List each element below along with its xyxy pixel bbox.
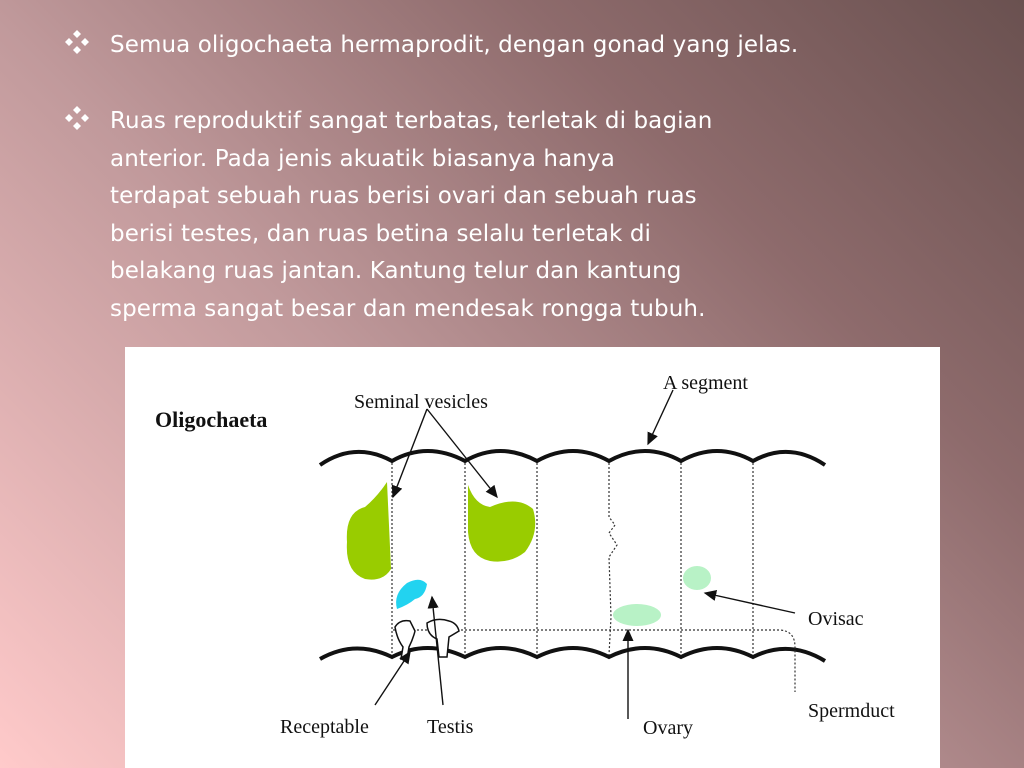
seminal-vesicle-right — [468, 485, 535, 562]
spermduct — [393, 630, 795, 692]
oligochaeta-diagram — [125, 347, 940, 768]
label-receptable: Receptable — [280, 716, 369, 738]
label-spermduct: Spermduct — [808, 700, 895, 722]
label-a-segment: A segment — [663, 372, 748, 394]
pointer-arrows — [375, 390, 795, 719]
body-wall-top — [320, 451, 825, 465]
label-ovary: Ovary — [643, 717, 693, 739]
bullet-item-2 — [64, 103, 712, 328]
label-seminal-vesicles: Seminal vesicles — [354, 391, 488, 413]
label-ovisac: Ovisac — [808, 608, 864, 630]
seminal-vesicle-left — [347, 482, 391, 580]
ovary — [613, 604, 661, 626]
diamond-bullet-icon — [64, 29, 90, 55]
ovisac — [683, 566, 711, 590]
diagram-canvas — [125, 347, 940, 768]
bullet-item-1 — [64, 27, 798, 65]
bullet-text-1: Semua oligochaeta hermaprodit, dengan gonad yang jelas. — [110, 32, 799, 58]
body-wall-bottom — [320, 648, 825, 661]
label-testis: Testis — [427, 716, 474, 738]
diamond-bullet-icon — [64, 105, 90, 131]
diagram-title: Oligochaeta — [155, 407, 268, 432]
receptacle — [396, 580, 427, 609]
bullet-text-2: Ruas reproduktif sangat terbatas, terletak di bagian anterior. Pada jenis akuatik biasanya hanya terdapat sebuah ruas berisi ovari dan sebuah ruas berisi testes, dan ruas betina selalu terletak di belakang ruas jantan. Kantung telur dan kantung sperma sangat besar dan mendesak rongga tubuh. — [110, 108, 713, 322]
